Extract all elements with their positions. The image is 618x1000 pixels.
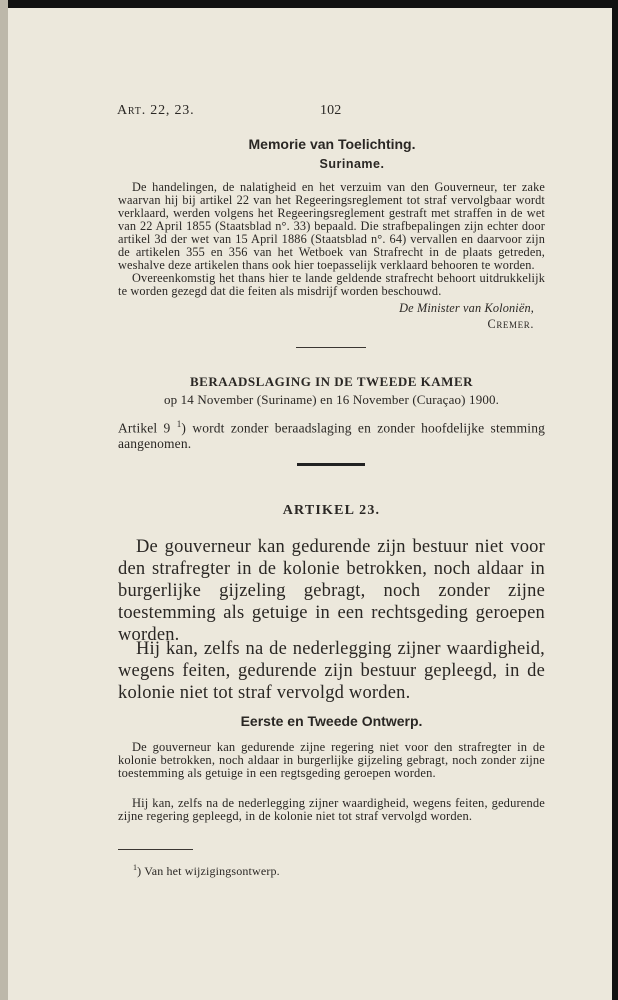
page-number: 102 — [320, 103, 342, 118]
artikel-paragraph-2: Hij kan, zelfs na de nederlegging zijner waardigheid, wegens feiten, gedurende zijn bestuur gepleegd, in de kolonie niet tot straf vervolgd worden. — [118, 639, 545, 703]
artikel-paragraph-1: De gouverneur kan gedurende zijn bestuur niet voor den strafregter in de kolonie betrokken, noch aldaar in burgerlijke gijzeling gebragt, noch zonder zijne toestemming als getuige in een rechtsgeding geroepen worden. — [118, 537, 545, 645]
scan-border-right — [612, 0, 618, 1000]
footnote-reference: 1 — [176, 419, 182, 429]
beraadslaging-title: BERAADSLAGING IN DE TWEEDE KAMER — [189, 374, 474, 389]
footnote-rule — [118, 849, 193, 850]
beraadslaging-text-after: ) wordt zonder beraadslaging en zonder hoofdelijke stemming aangenomen. — [118, 420, 545, 451]
memorie-title: Memorie van Toelichting. — [248, 136, 416, 152]
ontwerp-paragraph-1: De gouverneur kan gedurende zijne regering niet voor den strafregter in de kolonie betrokken, noch aldaar in burgerlijke gijzeling gebragt, noch zonder zijne toestemming als getuige in een regtsgeding geroepen worden. — [118, 740, 545, 780]
ontwerp-title: Eerste en Tweede Ontwerp. — [240, 713, 423, 729]
beraadslaging-text-before: Artikel 9 — [118, 420, 171, 436]
artikel-title: ARTIKEL 23. — [282, 503, 381, 518]
memorie-paragraph-1: De handelingen, de nalatigheid en het verzuim van den Gouverneur, ter zake waarvan hij bij artikel 22 van het Regeeringsreglement tot straf vervolgbaar wordt verklaard, werden volgens het Regeeringsreglement gestraft met straffen in de wet van 22 April 1855 (Staatsblad n°. 33) bepaald. Die strafbepalingen zijn echter door artikel 3d der wet van 15 April 1886 (Staatsblad n°. 64) vervallen en daarvoor zijn de artikelen 355 en 356 van het Wetboek van Strafrecht in de plaats getreden, weshalve deze artikelen thans ook hier toepasselijk verklaard behooren te worden. — [118, 180, 545, 272]
ontwerp-paragraph-2: Hij kan, zelfs na de nederlegging zijner waardigheid, wegens feiten, gedurende zijne regering gepleegd, in de kolonie niet tot straf vervolgd worden. — [118, 796, 545, 823]
section-divider — [296, 347, 366, 348]
beraadslaging-text — [118, 417, 545, 451]
memorie-paragraph-2: Overeenkomstig het thans hier te lande geldende strafrecht behoort uitdrukkelijk te worden gezegd dat die feiten als misdrijf worden beschouwd. — [118, 271, 545, 298]
footnote-marker: 1 — [133, 863, 138, 872]
beraadslaging-date: op 14 November (Suriname) en 16 November (Curaçao) 1900. — [163, 392, 500, 407]
scan-border-left — [0, 0, 8, 1000]
memorie-subtitle: Suriname. — [319, 157, 385, 171]
running-header-articles: Art. 22, 23. — [117, 103, 195, 118]
signature-title: De Minister van Koloniën, — [399, 301, 534, 315]
thick-divider — [297, 463, 365, 466]
footnote — [133, 861, 280, 878]
footnote-text: ) Van het wijzigingsontwerp. — [137, 864, 280, 878]
signature-name: Cremer. — [487, 317, 534, 331]
scan-border-top — [0, 0, 618, 8]
